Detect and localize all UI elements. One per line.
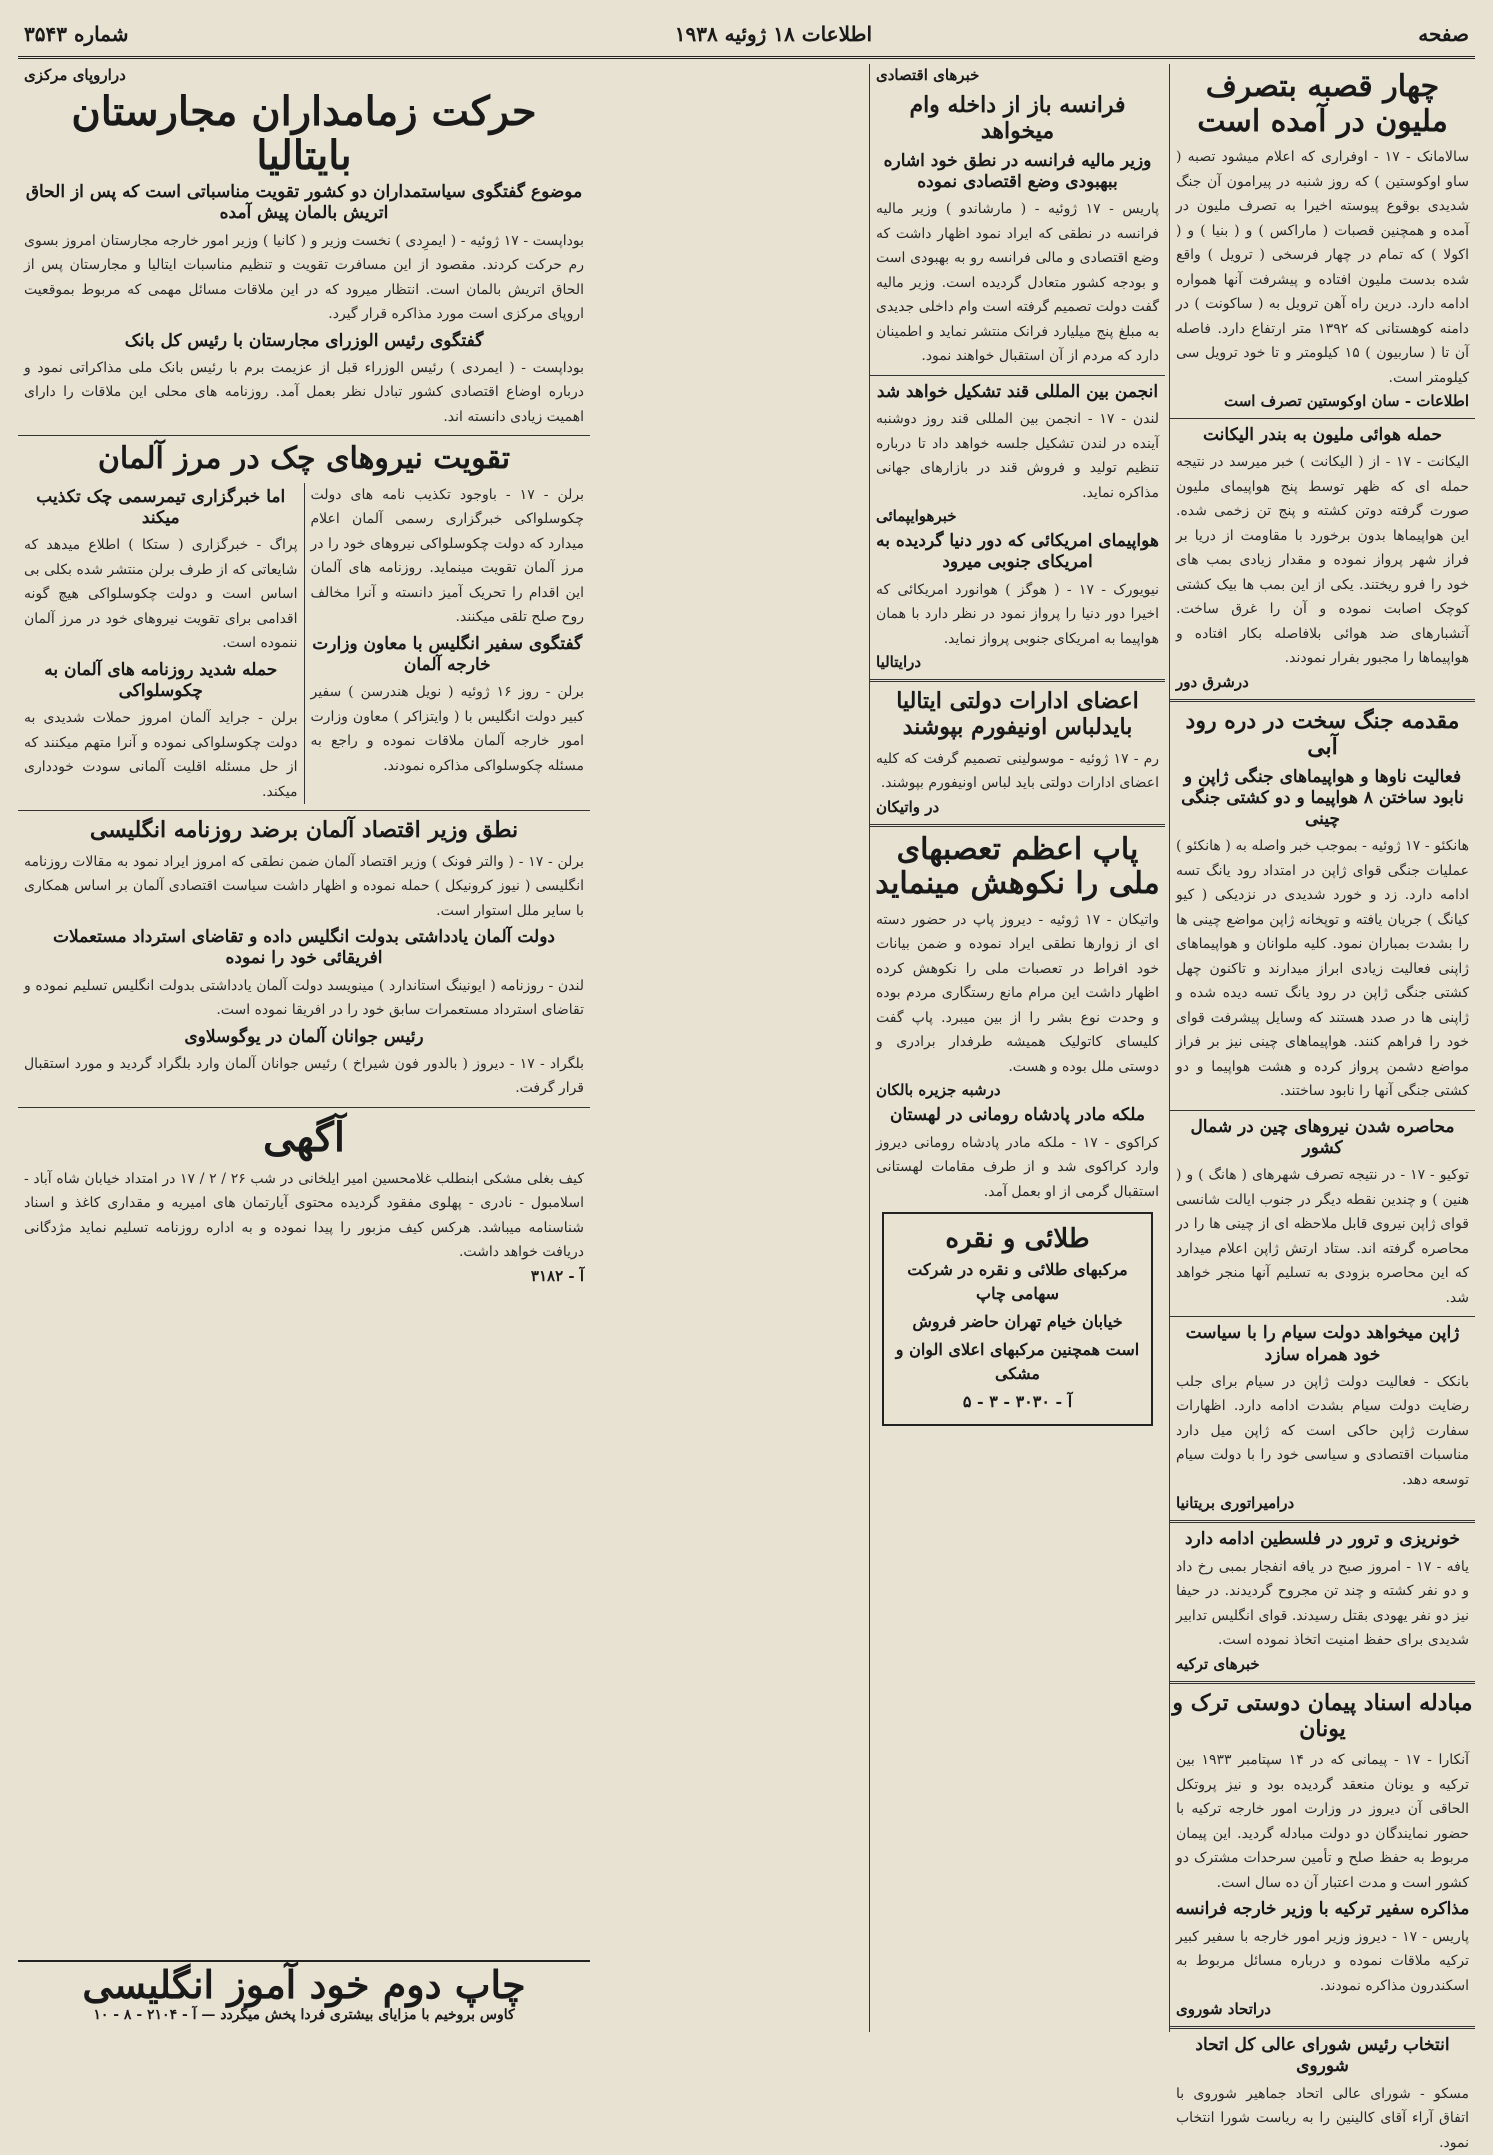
subhead-france-loan: وزیر مالیه فرانسه در نطق خود اشاره ببهبودی وضع اقتصادی نموده bbox=[883, 150, 1152, 193]
article-soviet-council: مسکو - شورای عالی اتحاد جماهیر شوروی با اتفاق آراء آقای کالینین را به ریاست شورا انتخاب نمود. bbox=[1176, 2085, 1469, 2151]
article-alicante-raid: الیکانت - ۱۷ - از ( الیکانت ) خبر میرسد در نتیجه حمله ای که ظهر توسط پنج هواپیمای ملیون صورت گرفته دوتن کشته و پنج تن زخمی شده. این هواپیماها بدون برخورد با مقاومت از دریا بر فراز شهر پرواز نموده و مقدار زیادی بمب های خود را فرو ریختند. یکی از این بمب ها بیک کشتی کوچک اصابت نموده و آن را غرق ساخت. آتشبارهای ضد هوائی بلافاصله بکار افتاده و هواپیماها را مجبور بفرار نمودند. bbox=[1176, 454, 1469, 667]
section-far-east: درشرق دور bbox=[1176, 672, 1249, 691]
article-czech-denial: پراگ - خبرگزاری ( ستکا ) اطلاع میدهد که شایعاتی که از طرف برلن منتشر شده بکلی بی اساس است و دولت چکوسلواکی هیچ گونه اقدامی برای تقویت نیروهای خود در مرز آلمان ننموده است. bbox=[24, 537, 298, 652]
section-italy: درایتالیا bbox=[876, 653, 922, 672]
ink-advertisement bbox=[882, 1212, 1153, 1426]
ad-line: خیابان خیام تهران حاضر فروش bbox=[912, 1312, 1123, 1332]
issue-number: شماره ۳۵۴۳ bbox=[24, 22, 129, 46]
headline-pope: پاپ اعظم تعصبهای ملی را نکوهش مینماید bbox=[875, 831, 1160, 902]
article-german-colonies: لندن - روزنامه ( ایونینگ استاندارد ) مینویسد دولت آلمان یادداشتی بدولت انگلیس تسلیم نموده و تقاضای استرداد مستعمرات سابق خود را در افریقا نموده است. bbox=[24, 977, 584, 1019]
article-france-loan: پاریس - ۱۷ ژوئیه - ( مارشاندو ) وزیر مالیه فرانسه در نطقی که ایراد نمود اظهار داشت که وضع اقتصادی و مالی فرانسه رو به بهبودی است و بودجه کشور متعادل گردیده است. وزیر مالیه گفت دولت تصمیم گرفته است وام داخلی جدیدی به مبلغ پنج میلیارد فرانک منتشر نماید و اطمینان دارد که مردم از آن استقبال خواهند نمود. bbox=[876, 201, 1159, 365]
headline-sugar-conference: انجمن بین المللی قند تشکیل خواهد شد bbox=[876, 381, 1159, 402]
section-vatican: در واتیکان bbox=[876, 797, 940, 816]
article-yangtze-battle: هانکئو - ۱۷ ژوئیه - بموجب خبر واصله به ( هانکئو ) عملیات جنگی قوای ژاپن در امتداد رود یانگ تسه ادامه دارد. زد و خورد شدیدی در نزدیکی ( کیو کیانگ ) جریان یافته و توپخانه ژاپن مواضع چینی ها را بشدت بمباران نمود. کلیه ملوانان و هواپیماهای ژاپنی فعالیت زیادی ابراز میدارند و تاکنون چهل کشتی جنگی ژاپن در رود یانگ تسه دیده شده و ژاپنی ها در صدد هستند که وسایل پیشرفت قوای خود را فراهم کنند. هواپیماهای چینی نیز بر فراز مواضع دشمن پرواز کرده و هشت هواپیما و دو کشتی جنگی آنها را نابود ساختند. bbox=[1176, 838, 1469, 1100]
ad-code: آ - ۳۰۳۰ - ۳ - ۵ bbox=[962, 1392, 1073, 1412]
column-1 bbox=[1169, 64, 1475, 2151]
headline-japan-siam: ژاپن میخواهد دولت سیام را با سیاست خود همراه سازد bbox=[1185, 1323, 1460, 1365]
article-hungary-bank: بوداپست - ( ایمردی ) رئیس الوزراء قبل از عزیمت برم با رئیس بانک ملی مذاکراتی نمود و درباره اوضاع اقتصادی کشور تبادل نظر بعمل آمد. روزنامه های محلی این ملاقات را دارای اهمیت زیادی دانسته اند. bbox=[24, 359, 584, 425]
article-china-encircled: توکیو - ۱۷ - در نتیجه تصرف شهرهای ( هانگ ) و ( هنین ) و چندین نقطه دیگر در جنوب ایالت شانسی قوای ژاپن نیروی قابل ملاحظه ای از چینی ها را در محاصره گرفته اند. ستاد ارتش ژاپن اعلام میدارد که این محاصره بزودی به تسلیم آنها منجر خواهد شد. bbox=[1176, 1167, 1469, 1306]
article-italy-uniform: رم - ۱۷ ژوئیه - موسولینی تصمیم گرفت که کلیه اعضای ادارات دولتی باید لباس اونیفورم بپوشند. bbox=[876, 750, 1160, 792]
section-central-europe: دراروپای مرکزی bbox=[24, 66, 126, 84]
masthead bbox=[18, 12, 1475, 59]
headline-czech-border: تقویت نیروهای چک در مرز آلمان bbox=[97, 441, 511, 477]
headline-british-envoy: گفتگوی سفیر انگلیس با معاون وزارت خارجه آلمان bbox=[312, 633, 583, 675]
page-label: صفحه bbox=[1418, 22, 1469, 46]
ad-title: طلائی و نقره bbox=[945, 1224, 1090, 1255]
article-hungary-italy: بوداپست - ۱۷ ژوئیه - ( ایمرِدی ) نخست وزیر و ( کانیا ) وزیر امور خارجه مجارستان امروز بسوی رم حرکت کردند. مقصود از این مسافرت تقویت و تنظیم مناسبات ایتالیا و مجارستان پس از الحاق اتریش بالمان است. انتظار میرود که در این ملاقات مسائل مهمی که مربوط بموقعیت اروپای مرکزی است مورد مذاکره قرار گیرد. bbox=[24, 232, 584, 322]
headline-towns-captured: چهار قصبه بتصرف ملیون در آمده است bbox=[1197, 69, 1448, 139]
article-american-flyer: نیویورک - ۱۷ - ( هوگز ) هوانورد امریکائی که اخیرا دور دنیا را پرواز نمود در نظر دارد با همان هواپیما به امریکای جنوبی پرواز نماید. bbox=[876, 581, 1160, 647]
section-aviation: خبرهوایپمائی bbox=[876, 507, 957, 526]
section-economic: خبرهای اقتصادی bbox=[876, 66, 980, 84]
headline-turkish-ambassador: مذاکره سفیر ترکیه با وزیر خارجه فرانسه bbox=[1175, 1899, 1470, 1920]
newspaper-page bbox=[18, 12, 1475, 2151]
article-british-envoy: برلن - روز ۱۶ ژوئیه ( نویل هندرسن ) سفیر کبیر دولت انگلیس با ( وایتزاکر ) معاون وزارت امور خارجه آلمان ملاقات نموده و راجع به مسئله چکوسلواکی مذاکره نمودند. bbox=[310, 684, 584, 774]
column-3-4 bbox=[18, 64, 590, 2032]
headline-hungary-bank: گفتگوی رئیس الوزرای مجارستان با رئیس کل بانک bbox=[124, 330, 484, 351]
headline-american-flyer: هواپیمای امریکائی که دور دنیا گردیده به امریکای جنوبی میرود bbox=[876, 531, 1159, 573]
article-sugar-conference: لندن - ۱۷ - انجمن بین المللی قند روز دوشنبه آینده در لندن تشکیل جلسه خواهد داد تا درباره تنظیم تولید و فروش قند در بازارهای جهانی مذاکره نماید. bbox=[876, 411, 1159, 501]
article-signature: اطلاعات - سان اوکوستین تصرف است bbox=[1223, 392, 1469, 410]
headline-alicante-raid: حمله هوائی ملیون به بندر الیکانت bbox=[1202, 425, 1443, 445]
headline-yangtze-battle: مقدمه جنگ سخت در دره رود آبی bbox=[1185, 707, 1460, 761]
column-2 bbox=[869, 64, 1165, 2032]
headline-funk-speech: نطق وزیر اقتصاد آلمان برضد روزنامه انگلیسی bbox=[89, 817, 519, 844]
article-german-press: برلن - جراید آلمان امروز حملات شدیدی به دولت چکوسلواکی نموده و آنرا متهم میکنند که از حل مسئله اقلیت آلمانی سودت خودداری میکند. bbox=[24, 710, 298, 800]
headline-romanian-queen: ملکه مادر پادشاه رومانی در لهستان bbox=[889, 1105, 1146, 1126]
headline-china-encircled: محاصره شدن نیروهای چین در شمال کشور bbox=[1190, 1116, 1455, 1159]
ad-line: است همچنین مرکبهای اعلای الوان و مشکی bbox=[895, 1340, 1140, 1384]
ad-line: مرکبهای طلائی و نقره در شرکت سهامی چاپ bbox=[907, 1260, 1128, 1304]
article-funk-speech: برلن - ۱۷ - ( والتر فونک ) وزیر اقتصاد آلمان ضمن نطقی که امروز ایراد نمود به مقالات روزنامه انگلیسی ( نیوز کرونیکل ) حمله نموده و اظهار داشت سیاست اقتصادی آلمان بر اساس همکاری با سایر ملل استوار است. bbox=[24, 853, 584, 919]
headline-palestine: خونریزی و ترور در فلسطین ادامه دارد bbox=[1184, 1529, 1461, 1550]
subhead-yangtze-battle: فعالیت ناوها و هواپیماهای جنگی ژاپن و نابود ساختن ۸ هواپیما و دو کشتی جنگی چینی bbox=[1181, 766, 1464, 830]
article-japan-siam: بانکک - فعالیت دولت ژاپن در سیام برای جلب رضایت دولت سیام بشدت ادامه دارد. اظهارات سفارت ژاپن حاکی است که ژاپن میل دارد مناسبات اقتصادی و سیاسی خود را با دولت سیام توسعه دهد. bbox=[1176, 1373, 1469, 1488]
notice-code: آ - ۳۱۸۲ bbox=[530, 1266, 584, 1285]
headline-czech-denial: اما خبرگزاری تیمرسمی چک تکذیب میکند bbox=[36, 486, 286, 528]
headline-turkey-greece: مبادله اسناد پیمان دوستی ترک و یونان bbox=[1172, 1689, 1473, 1742]
headline-german-youth: رئیس جوانان آلمان در یوگوسلاوی bbox=[184, 1026, 424, 1047]
section-balkans: درشبه جزیره بالکان bbox=[876, 1081, 1001, 1100]
paper-date: اطلاعات ۱۸ ژوئیه ۱۹۳۸ bbox=[674, 22, 873, 46]
article-pope: واتیکان - ۱۷ ژوئیه - دیروز پاپ در حضور دسته ای از زوارها نطقی ایراد نموده و ضمن بیانات خود افراط در تعصبات ملی را نکوهش کرده اظهار داشت این مرام مانع رستگاری مردم بوده و وحدت نوع بشر را از بین میبرد. پاپ گفت کلیسای کاتولیک همیشه طرفدار برادری و دوستی ملل بوده و هست. bbox=[876, 911, 1160, 1075]
headline-hungary-italy: حرکت زمامداران مجارستان بایتالیا bbox=[71, 88, 537, 179]
section-turkey: خبرهای ترکیه bbox=[1176, 1654, 1260, 1673]
book-ad-title: چاپ دوم خود آموز انگلیسی bbox=[82, 1962, 526, 2007]
english-book-ad bbox=[18, 1960, 590, 2032]
article-czech-border: برلن - ۱۷ - باوجود تکذیب نامه های دولت چکوسلواکی خبرگزاری رسمی آلمان اعلام میدارد که دولت چکوسلواکی نیروهای خود را در مرز آلمان تقویت مینماید. روزنامه های آلمان این اقدام را تحریک آمیز دانسته و آنرا مخالف روح صلح تلقی میکنند. bbox=[310, 486, 584, 626]
article-romanian-queen: کراکوی - ۱۷ - ملکه مادر پادشاه رومانی دیروز وارد کراکوی شد و از طرف مقامات لهستانی استقبال گرمی از او بعمل آمد. bbox=[876, 1134, 1159, 1200]
headline-soviet-council: انتخاب رئیس شورای عالی کل اتحاد شوروی bbox=[1195, 2035, 1450, 2077]
notice-body: کیف بغلی مشکی ابنطلب غلامحسین امیر ایلخانی در شب ۲۶ / ۲ / ۱۷ در امتداد خیابان شاه آباد - اسلامبول - نادری - پهلوی مفقود گردیده محتوی آیارتمان های امیریه و مقداری کاغذ و اسناد شناسنامه میباشد. هرکس کیف مزبور را پیدا نموده و به اداره روزنامه تسلیم نماید مژدگانی دریافت خواهد داشت. bbox=[24, 1170, 584, 1261]
notice-title: آگهی bbox=[263, 1113, 345, 1161]
section-soviet: دراتحاد شوروی bbox=[1176, 2000, 1271, 2019]
article-turkish-ambassador: پاریس - ۱۷ - دیروز وزیر امور خارجه با سفیر کبیر ترکیه ملاقات نموده و درباره مسائل مربوط به اسکندرون مذاکره نمودند. bbox=[1176, 1928, 1469, 1994]
article-turkey-greece: آنکارا - ۱۷ - پیمانی که در ۱۴ سپتامبر ۱۹۳۳ بین ترکیه و یونان منعقد گردیده بود و نیز پروتکل الحاقی آن دیروز در وزارت امور خارجه ترکیه با حضور نمایندگان دو دولت مبادله گردید. این پیمان مربوط به حفظ صلح و تأمین سرحدات مشترک دو کشور است و مدت اعتبار آن ده سال است. bbox=[1176, 1752, 1469, 1891]
headline-france-loan: فرانسه باز از داخله وام میخواهد bbox=[909, 92, 1126, 145]
headline-german-press: حمله شدید روزنامه های آلمان به چکوسلواکی bbox=[44, 659, 278, 701]
subhead-hungary-italy: موضوع گفتگوی سیاستمداران دو کشور تقویت مناسباتی است که پس از الحاق اتریش بالمان پیش آمده bbox=[25, 182, 583, 224]
article-towns-captured: سالامانک - ۱۷ - اوفراری که اعلام میشود تصبه ( ساو اوکوستین ) که روز شنبه در پیرامون آن جنگ شدیدی بوقوع پیوسته اخیرا به تصرف ملیون در آمده و همچنین قصبات ( ماراکس ) و ( بنیا ) و ( اکولا ) که تمام در چهار فرسخی ( ترویل ) واقع شده بدست ملیون افتاده و پیشرفت آنها همواره ادامه دارد. درین راه آهن ترویل به ( ساکونت ) در دامنه کوهستانی که ۱۳۹۲ متر ارتفاع دارد. فاصله آن تا ( ساربیون ) ۱۵ کیلومتر و تا خود ترویل سی کیلومتر است. bbox=[1176, 149, 1470, 386]
headline-italy-uniform: اعضای ادارات دولتی ایتالیا بایدلباس اونیفورم بپوشند bbox=[896, 688, 1139, 741]
section-british-empire: دراميراتوری بریتانیا bbox=[1176, 1494, 1295, 1513]
book-ad-subtitle: کاوس بروخیم با مزایای بیشتری فردا پخش میگردد — آ - ۲۱۰۴ - ۸ - ۱۰ bbox=[93, 2007, 515, 2023]
article-palestine: یافه - ۱۷ - امروز صبح در یافه انفجار بمبی رخ داد و دو نفر کشته و چند تن مجروح گردیدند. در حیفا نیز دو نفر یهودی بقتل رسیدند. قوای انگلیس تدابیر شدیدی برای حفظ امنیت اتخاذ نموده است. bbox=[1176, 1558, 1469, 1649]
headline-german-colonies: دولت آلمان یادداشتی بدولت انگلیس داده و تقاضای استرداد مستعملات افریقائی خود را نموده bbox=[53, 927, 555, 969]
article-german-youth: بلگراد - ۱۷ - دیروز ( بالدور فون شیراخ ) رئیس جوانان آلمان وارد بلگراد گردید و مورد استقبال قرار گرفت. bbox=[24, 1055, 584, 1097]
